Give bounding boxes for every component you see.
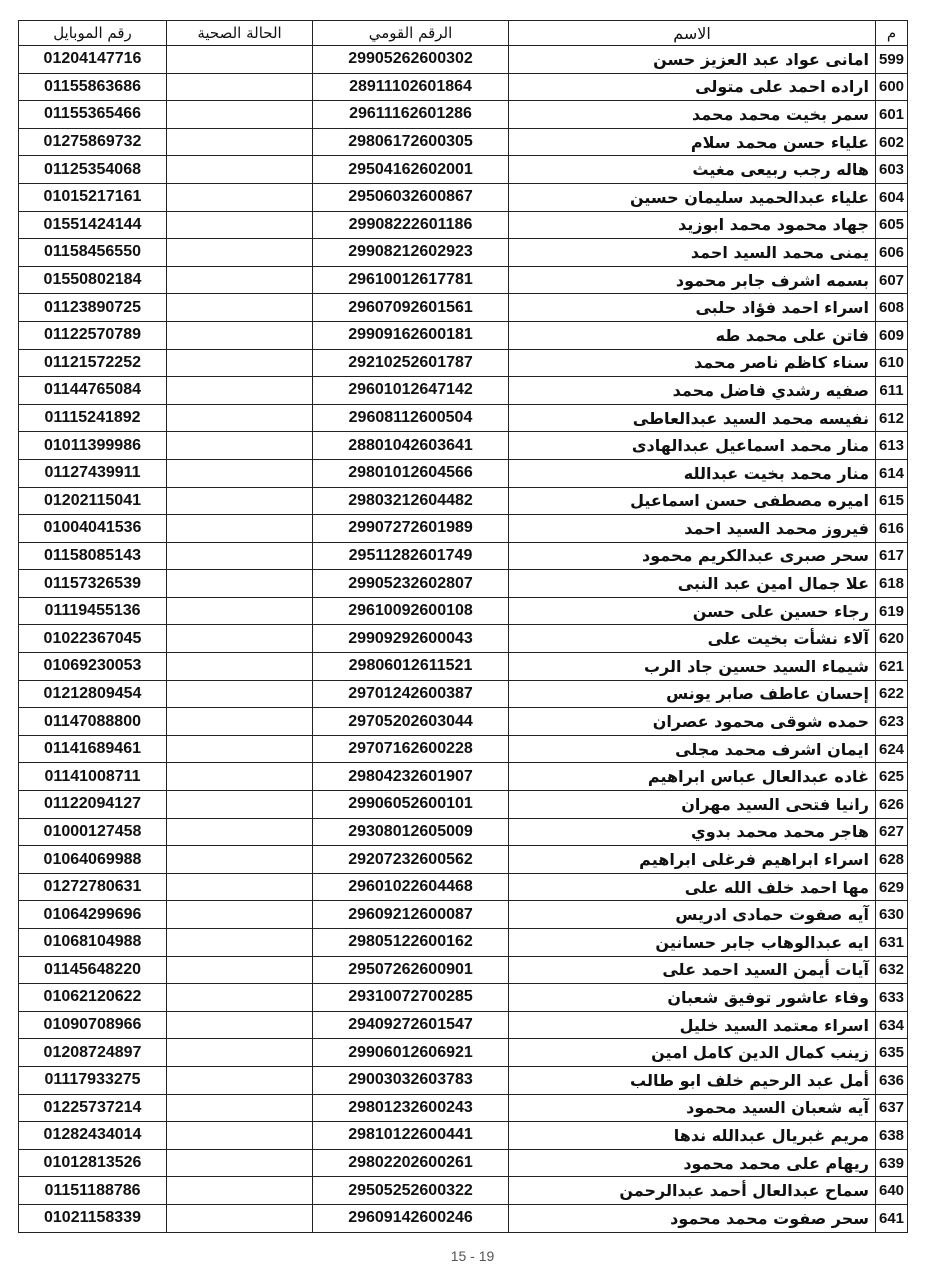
national-id-cell: 29701242600387 <box>313 680 509 708</box>
mobile-cell: 01272780631 <box>19 873 167 901</box>
mobile-cell: 01122094127 <box>19 791 167 819</box>
name-cell: اميره مصطفى حسن اسماعيل <box>509 487 876 515</box>
row-number-cell: 623 <box>876 708 908 736</box>
table-row <box>19 901 908 929</box>
health-status-cell <box>167 487 313 515</box>
mobile-cell: 01225737214 <box>19 1094 167 1122</box>
name-cell: إحسان عاطف صابر يونس <box>509 680 876 708</box>
name-cell: رانيا فتحى السيد مهران <box>509 791 876 819</box>
name-cell: سمر بخيت محمد محمد <box>509 101 876 129</box>
table-row <box>19 846 908 874</box>
header-name: الاسم <box>509 21 876 46</box>
health-status-cell <box>167 708 313 736</box>
national-id-cell: 29609212600087 <box>313 901 509 929</box>
national-id-cell: 29805122600162 <box>313 929 509 957</box>
name-cell: رجاء حسين على حسن <box>509 597 876 625</box>
mobile-cell: 01550802184 <box>19 266 167 294</box>
mobile-cell: 01011399986 <box>19 432 167 460</box>
national-id-cell: 29906052600101 <box>313 791 509 819</box>
row-number-cell: 625 <box>876 763 908 791</box>
table-row <box>19 735 908 763</box>
national-id-cell: 29207232600562 <box>313 846 509 874</box>
mobile-cell: 01122570789 <box>19 321 167 349</box>
health-status-cell <box>167 239 313 267</box>
row-number-cell: 600 <box>876 73 908 101</box>
row-number-cell: 603 <box>876 156 908 184</box>
health-status-cell <box>167 653 313 681</box>
health-status-cell <box>167 873 313 901</box>
name-cell: بسمه اشرف جابر محمود <box>509 266 876 294</box>
mobile-cell: 01125354068 <box>19 156 167 184</box>
mobile-cell: 01064299696 <box>19 901 167 929</box>
health-status-cell <box>167 597 313 625</box>
table-row <box>19 680 908 708</box>
mobile-cell: 01157326539 <box>19 570 167 598</box>
table-row <box>19 791 908 819</box>
mobile-cell: 01145648220 <box>19 956 167 984</box>
row-number-cell: 599 <box>876 46 908 74</box>
health-status-cell <box>167 432 313 460</box>
national-id-cell: 29511282601749 <box>313 542 509 570</box>
mobile-cell: 01212809454 <box>19 680 167 708</box>
mobile-cell: 01022367045 <box>19 625 167 653</box>
row-number-cell: 619 <box>876 597 908 625</box>
health-status-cell <box>167 1177 313 1205</box>
national-id-cell: 29601022604468 <box>313 873 509 901</box>
mobile-cell: 01282434014 <box>19 1122 167 1150</box>
national-id-cell: 29802202600261 <box>313 1149 509 1177</box>
national-id-cell: 29611162601286 <box>313 101 509 129</box>
mobile-cell: 01117933275 <box>19 1066 167 1094</box>
name-cell: ريهام على محمد محمود <box>509 1149 876 1177</box>
table-row <box>19 625 908 653</box>
national-id-cell: 29801012604566 <box>313 459 509 487</box>
name-cell: آيه صفوت حمادى ادريس <box>509 901 876 929</box>
name-cell: صفيه رشدي فاضل محمد <box>509 377 876 405</box>
name-cell: علياء حسن محمد سلام <box>509 128 876 156</box>
national-id-cell: 29506032600867 <box>313 183 509 211</box>
national-id-cell: 29505252600322 <box>313 1177 509 1205</box>
national-id-cell: 29707162600228 <box>313 735 509 763</box>
health-status-cell <box>167 570 313 598</box>
row-number-cell: 636 <box>876 1066 908 1094</box>
row-number-cell: 602 <box>876 128 908 156</box>
table-row <box>19 763 908 791</box>
national-id-cell: 29610092600108 <box>313 597 509 625</box>
row-number-cell: 621 <box>876 653 908 681</box>
mobile-cell: 01115241892 <box>19 404 167 432</box>
table-row <box>19 1177 908 1205</box>
row-number-cell: 627 <box>876 818 908 846</box>
table-row <box>19 156 908 184</box>
health-status-cell <box>167 349 313 377</box>
mobile-cell: 01208724897 <box>19 1039 167 1067</box>
national-id-cell: 29608112600504 <box>313 404 509 432</box>
name-cell: نفيسه محمد السيد عبدالعاطى <box>509 404 876 432</box>
table-row <box>19 873 908 901</box>
row-number-cell: 609 <box>876 321 908 349</box>
row-number-cell: 614 <box>876 459 908 487</box>
name-cell: مريم غبريال عبدالله ندها <box>509 1122 876 1150</box>
table-row <box>19 597 908 625</box>
mobile-cell: 01021158339 <box>19 1204 167 1232</box>
national-id-cell: 29607092601561 <box>313 294 509 322</box>
health-status-cell <box>167 1011 313 1039</box>
row-number-cell: 610 <box>876 349 908 377</box>
table-row <box>19 294 908 322</box>
health-status-cell <box>167 101 313 129</box>
national-id-cell: 29610012617781 <box>313 266 509 294</box>
national-id-cell: 29504162602001 <box>313 156 509 184</box>
name-cell: منار محمد اسماعيل عبدالهادى <box>509 432 876 460</box>
table-row <box>19 101 908 129</box>
table-row <box>19 321 908 349</box>
health-status-cell <box>167 73 313 101</box>
health-status-cell <box>167 1149 313 1177</box>
mobile-cell: 01068104988 <box>19 929 167 957</box>
name-cell: سماح عبدالعال أحمد عبدالرحمن <box>509 1177 876 1205</box>
row-number-cell: 632 <box>876 956 908 984</box>
national-id-cell: 28911102601864 <box>313 73 509 101</box>
mobile-cell: 01123890725 <box>19 294 167 322</box>
table-row <box>19 1122 908 1150</box>
table-row <box>19 818 908 846</box>
name-cell: وفاء عاشور توفيق شعبان <box>509 984 876 1012</box>
mobile-cell: 01012813526 <box>19 1149 167 1177</box>
name-cell: علياء عبدالحميد سليمان حسين <box>509 183 876 211</box>
health-status-cell <box>167 266 313 294</box>
health-status-cell <box>167 735 313 763</box>
name-cell: امانى عواد عبد العزيز حسن <box>509 46 876 74</box>
national-id-cell: 29806172600305 <box>313 128 509 156</box>
national-id-cell: 29905262600302 <box>313 46 509 74</box>
table-row <box>19 1011 908 1039</box>
mobile-cell: 01121572252 <box>19 349 167 377</box>
row-number-cell: 631 <box>876 929 908 957</box>
health-status-cell <box>167 984 313 1012</box>
name-cell: هاله رجب ربيعى مغيث <box>509 156 876 184</box>
table-row <box>19 984 908 1012</box>
name-cell: اسراء معتمد السيد خليل <box>509 1011 876 1039</box>
row-number-cell: 641 <box>876 1204 908 1232</box>
health-status-cell <box>167 625 313 653</box>
national-id-cell: 29705202603044 <box>313 708 509 736</box>
national-id-cell: 29803212604482 <box>313 487 509 515</box>
national-id-cell: 29003032603783 <box>313 1066 509 1094</box>
name-cell: ايمان اشرف محمد مجلى <box>509 735 876 763</box>
mobile-cell: 01202115041 <box>19 487 167 515</box>
row-number-cell: 634 <box>876 1011 908 1039</box>
national-id-cell: 29609142600246 <box>313 1204 509 1232</box>
national-id-cell: 29908222601186 <box>313 211 509 239</box>
row-number-cell: 639 <box>876 1149 908 1177</box>
table-row <box>19 404 908 432</box>
name-cell: اسراء ابراهيم فرغلى ابراهيم <box>509 846 876 874</box>
mobile-cell: 01147088800 <box>19 708 167 736</box>
name-cell: آيات أيمن السيد احمد على <box>509 956 876 984</box>
national-id-cell: 29906012606921 <box>313 1039 509 1067</box>
health-status-cell <box>167 542 313 570</box>
health-status-cell <box>167 46 313 74</box>
national-id-cell: 29210252601787 <box>313 349 509 377</box>
health-status-cell <box>167 1066 313 1094</box>
national-id-cell: 29507262600901 <box>313 956 509 984</box>
health-status-cell <box>167 680 313 708</box>
table-row <box>19 515 908 543</box>
health-status-cell <box>167 294 313 322</box>
national-id-cell: 29310072700285 <box>313 984 509 1012</box>
mobile-cell: 01158085143 <box>19 542 167 570</box>
health-status-cell <box>167 1204 313 1232</box>
mobile-cell: 01155365466 <box>19 101 167 129</box>
row-number-cell: 611 <box>876 377 908 405</box>
table-row <box>19 239 908 267</box>
health-status-cell <box>167 1094 313 1122</box>
national-id-cell: 29908212602923 <box>313 239 509 267</box>
health-status-cell <box>167 791 313 819</box>
row-number-cell: 633 <box>876 984 908 1012</box>
name-cell: غاده عبدالعال عباس ابراهيم <box>509 763 876 791</box>
national-id-cell: 28801042603641 <box>313 432 509 460</box>
health-status-cell <box>167 377 313 405</box>
row-number-cell: 608 <box>876 294 908 322</box>
health-status-cell <box>167 515 313 543</box>
mobile-cell: 01141008711 <box>19 763 167 791</box>
name-cell: أمل عبد الرحيم خلف ابو طالب <box>509 1066 876 1094</box>
name-cell: آلاء نشأت بخيت على <box>509 625 876 653</box>
mobile-cell: 01204147716 <box>19 46 167 74</box>
name-cell: شيماء السيد حسين جاد الرب <box>509 653 876 681</box>
mobile-cell: 01000127458 <box>19 818 167 846</box>
mobile-cell: 01155863686 <box>19 73 167 101</box>
row-number-cell: 635 <box>876 1039 908 1067</box>
row-number-cell: 637 <box>876 1094 908 1122</box>
table-row <box>19 211 908 239</box>
row-number-cell: 628 <box>876 846 908 874</box>
row-number-cell: 620 <box>876 625 908 653</box>
row-number-cell: 618 <box>876 570 908 598</box>
table-row <box>19 1039 908 1067</box>
table-row <box>19 46 908 74</box>
name-cell: زينب كمال الدين كامل امين <box>509 1039 876 1067</box>
table-row <box>19 1149 908 1177</box>
table-body <box>19 46 908 1233</box>
records-table <box>18 20 908 1233</box>
row-number-cell: 629 <box>876 873 908 901</box>
name-cell: سناء كاظم ناصر محمد <box>509 349 876 377</box>
table-row <box>19 432 908 460</box>
mobile-cell: 01069230053 <box>19 653 167 681</box>
name-cell: اسراء احمد فؤاد حلبى <box>509 294 876 322</box>
name-cell: فاتن على محمد طه <box>509 321 876 349</box>
name-cell: سحر صفوت محمد محمود <box>509 1204 876 1232</box>
row-number-cell: 605 <box>876 211 908 239</box>
row-number-cell: 612 <box>876 404 908 432</box>
health-status-cell <box>167 183 313 211</box>
health-status-cell <box>167 929 313 957</box>
row-number-cell: 630 <box>876 901 908 929</box>
table-row <box>19 487 908 515</box>
name-cell: سحر صبرى عبدالكريم محمود <box>509 542 876 570</box>
national-id-cell: 29909162600181 <box>313 321 509 349</box>
name-cell: جهاد محمود محمد ابوزيد <box>509 211 876 239</box>
header-national-id: الرقم القومي <box>313 21 509 46</box>
national-id-cell: 29806012611521 <box>313 653 509 681</box>
national-id-cell: 29601012647142 <box>313 377 509 405</box>
table-row <box>19 956 908 984</box>
health-status-cell <box>167 818 313 846</box>
row-number-cell: 607 <box>876 266 908 294</box>
health-status-cell <box>167 956 313 984</box>
table-row <box>19 1204 908 1232</box>
table-row <box>19 542 908 570</box>
mobile-cell: 01119455136 <box>19 597 167 625</box>
health-status-cell <box>167 156 313 184</box>
table-row <box>19 708 908 736</box>
name-cell: مها احمد خلف الله على <box>509 873 876 901</box>
row-number-cell: 626 <box>876 791 908 819</box>
table-row <box>19 128 908 156</box>
table-row <box>19 183 908 211</box>
national-id-cell: 29409272601547 <box>313 1011 509 1039</box>
table-row <box>19 929 908 957</box>
national-id-cell: 29804232601907 <box>313 763 509 791</box>
row-number-cell: 604 <box>876 183 908 211</box>
page-number: 15 - 19 <box>450 1248 495 1264</box>
name-cell: علا جمال امين عبد النبى <box>509 570 876 598</box>
mobile-cell: 01127439911 <box>19 459 167 487</box>
name-cell: اراده احمد على متولى <box>509 73 876 101</box>
name-cell: هاجر محمد محمد بدوي <box>509 818 876 846</box>
table-row <box>19 653 908 681</box>
mobile-cell: 01064069988 <box>19 846 167 874</box>
name-cell: منار محمد بخيت عبدالله <box>509 459 876 487</box>
table-row <box>19 377 908 405</box>
row-number-cell: 617 <box>876 542 908 570</box>
health-status-cell <box>167 459 313 487</box>
mobile-cell: 01090708966 <box>19 1011 167 1039</box>
header-mobile: رقم الموبايل <box>19 21 167 46</box>
mobile-cell: 01275869732 <box>19 128 167 156</box>
row-number-cell: 624 <box>876 735 908 763</box>
row-number-cell: 601 <box>876 101 908 129</box>
name-cell: فيروز محمد السيد احمد <box>509 515 876 543</box>
header-health-status: الحالة الصحية <box>167 21 313 46</box>
national-id-cell: 29909292600043 <box>313 625 509 653</box>
name-cell: ايه عبدالوهاب جابر حسانين <box>509 929 876 957</box>
mobile-cell: 01062120622 <box>19 984 167 1012</box>
table-row <box>19 570 908 598</box>
national-id-cell: 29907272601989 <box>313 515 509 543</box>
national-id-cell: 29905232602807 <box>313 570 509 598</box>
row-number-cell: 616 <box>876 515 908 543</box>
health-status-cell <box>167 128 313 156</box>
health-status-cell <box>167 1122 313 1150</box>
header-number: م <box>876 21 908 46</box>
row-number-cell: 615 <box>876 487 908 515</box>
health-status-cell <box>167 211 313 239</box>
health-status-cell <box>167 404 313 432</box>
table-row <box>19 266 908 294</box>
mobile-cell: 01004041536 <box>19 515 167 543</box>
mobile-cell: 01144765084 <box>19 377 167 405</box>
national-id-cell: 29810122600441 <box>313 1122 509 1150</box>
row-number-cell: 622 <box>876 680 908 708</box>
row-number-cell: 640 <box>876 1177 908 1205</box>
table-row <box>19 459 908 487</box>
name-cell: حمده شوقى محمود عصران <box>509 708 876 736</box>
health-status-cell <box>167 901 313 929</box>
national-id-cell: 29801232600243 <box>313 1094 509 1122</box>
table-header-row <box>19 21 908 46</box>
health-status-cell <box>167 321 313 349</box>
row-number-cell: 606 <box>876 239 908 267</box>
national-id-cell: 29308012605009 <box>313 818 509 846</box>
records-sheet <box>18 20 904 1233</box>
table-row <box>19 1066 908 1094</box>
table-row <box>19 1094 908 1122</box>
mobile-cell: 01141689461 <box>19 735 167 763</box>
table-row <box>19 349 908 377</box>
name-cell: آيه شعبان السيد محمود <box>509 1094 876 1122</box>
table-row <box>19 73 908 101</box>
mobile-cell: 01158456550 <box>19 239 167 267</box>
row-number-cell: 638 <box>876 1122 908 1150</box>
mobile-cell: 01015217161 <box>19 183 167 211</box>
health-status-cell <box>167 846 313 874</box>
health-status-cell <box>167 1039 313 1067</box>
row-number-cell: 613 <box>876 432 908 460</box>
health-status-cell <box>167 763 313 791</box>
mobile-cell: 01151188786 <box>19 1177 167 1205</box>
mobile-cell: 01551424144 <box>19 211 167 239</box>
name-cell: يمنى محمد السيد احمد <box>509 239 876 267</box>
